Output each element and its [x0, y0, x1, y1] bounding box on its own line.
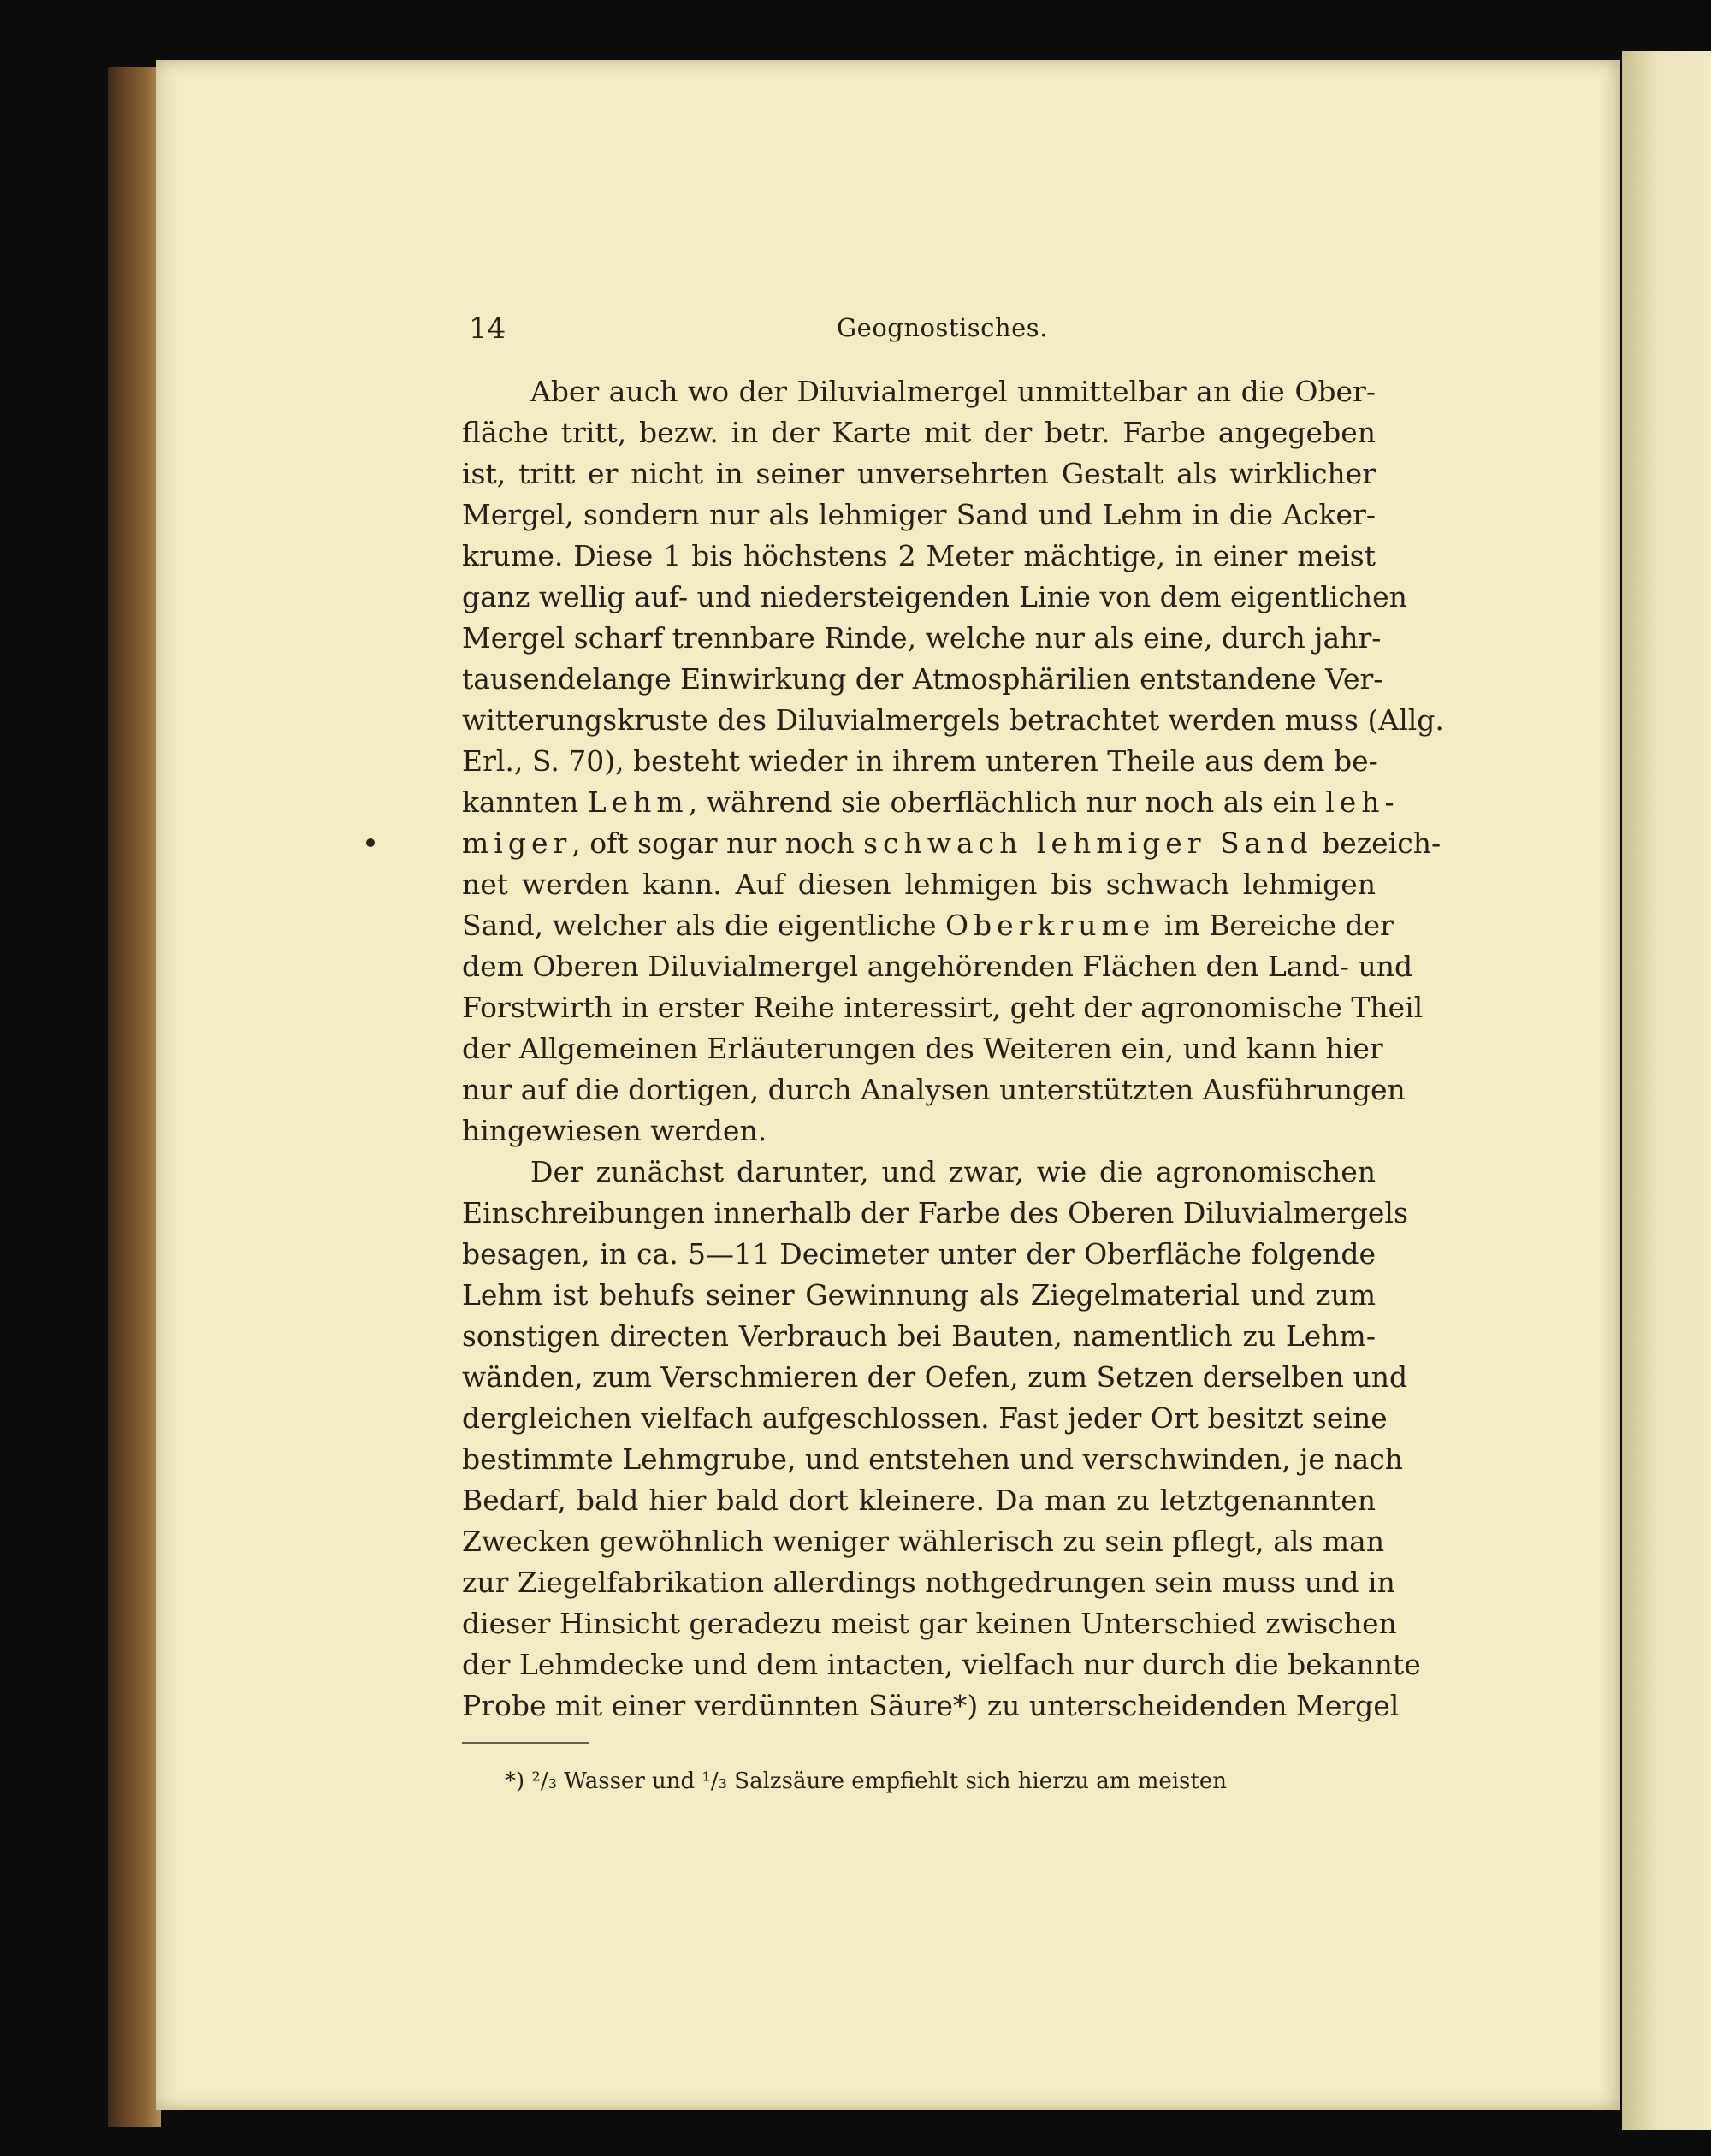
- text-line: witterungskruste des Diluvialmergels betrachtet werden muss (Allg.: [462, 703, 1444, 737]
- text-line: [462, 782, 1400, 823]
- footnote: *) ²/₃ Wasser und ¹/₃ Salzsäure empfiehlt sich hierzu am meisten: [505, 1768, 1227, 1794]
- text-run: bezeich-: [1312, 826, 1442, 860]
- spaced-term: leh-: [1325, 785, 1400, 819]
- text-line: dieser Hinsicht geradezu meist gar keinen Unterschied zwischen: [462, 1607, 1397, 1640]
- text-line: sonstigen directen Verbrauch bei Bauten, namentlich zu Lehm-: [462, 1319, 1376, 1353]
- text-line: dem Oberen Diluvialmergel angehörenden Flächen den Land- und: [462, 950, 1413, 983]
- text-line: dergleichen vielfach aufgeschlossen. Fast jeder Ort besitzt seine: [462, 1401, 1388, 1435]
- text-line: ist, tritt er nicht in seiner unversehrten Gestalt als wirklicher: [462, 457, 1376, 490]
- text-line: der Lehmdecke und dem intacten, vielfach nur durch die bekannte: [462, 1648, 1421, 1681]
- text-line: Der zunächst darunter, und zwar, wie die agronomischen: [530, 1155, 1376, 1188]
- text-run: kannten: [462, 785, 588, 819]
- text-line: zur Ziegelfabrikation allerdings nothgedrungen sein muss und in: [462, 1566, 1395, 1599]
- text-line: bestimmte Lehmgrube, und entstehen und verschwinden, je nach: [462, 1442, 1404, 1476]
- text-line: tausendelange Einwirkung der Atmosphärilien entstandene Ver-: [462, 662, 1383, 696]
- text-line: ganz wellig auf- und niedersteigenden Linie von dem eigentlichen: [462, 580, 1407, 613]
- footnote-rule: [462, 1742, 589, 1744]
- spaced-term: Oberkrume: [944, 909, 1156, 942]
- text-line: Lehm ist behufs seiner Gewinnung als Ziegelmaterial und zum: [462, 1278, 1376, 1312]
- spaced-term: Lehm: [587, 785, 689, 819]
- book-binding-edge: [108, 67, 161, 2127]
- page-number: 14: [469, 311, 506, 346]
- text-line: Aber auch wo der Diluvialmergel unmittelbar an die Ober-: [530, 375, 1376, 408]
- spaced-term: miger: [462, 826, 572, 860]
- text-line: Einschreibungen innerhalb der Farbe des Oberen Diluvialmergels: [462, 1196, 1408, 1229]
- body-text: [462, 371, 1444, 1727]
- text-line: Bedarf, bald hier bald dort kleinere. Da man zu letztgenannten: [462, 1484, 1376, 1517]
- text-run: im Bereiche der: [1155, 909, 1394, 942]
- text-line: Erl., S. 70), besteht wieder in ihrem unteren Theile aus dem be-: [462, 744, 1378, 778]
- page-header: [469, 311, 1376, 346]
- spaced-term: schwach lehmiger Sand: [863, 826, 1313, 860]
- text-line: nur auf die dortigen, durch Analysen unterstützten Ausführungen: [462, 1073, 1406, 1106]
- text-line: Zwecken gewöhnlich weniger wählerisch zu sein pflegt, als man: [462, 1525, 1385, 1558]
- running-head: Geognostisches.: [837, 313, 1048, 342]
- adjacent-page-edge: [1622, 51, 1711, 2130]
- text-line: krume. Diese 1 bis höchstens 2 Meter mächtige, in einer meist: [462, 539, 1376, 572]
- text-line: Mergel, sondern nur als lehmiger Sand und Lehm in die Acker-: [462, 498, 1376, 531]
- text-line: [462, 905, 1394, 946]
- text-line: wänden, zum Verschmieren der Oefen, zum Setzen derselben und: [462, 1360, 1408, 1394]
- text-line: Mergel scharf trennbare Rinde, welche nur als eine, durch jahr-: [462, 621, 1382, 654]
- text-line: besagen, in ca. 5—11 Decimeter unter der Oberfläche folgende: [462, 1237, 1376, 1270]
- text-line: der Allgemeinen Erläuterungen des Weiteren ein, und kann hier: [462, 1032, 1383, 1065]
- text-line: hingewiesen werden.: [462, 1114, 767, 1147]
- text-line: [462, 823, 1442, 864]
- margin-dot-mark: [366, 838, 375, 847]
- text-run: , oft sogar nur noch: [571, 826, 864, 860]
- text-line: fläche tritt, bezw. in der Karte mit der betr. Farbe angegeben: [462, 416, 1376, 449]
- text-run: , während sie oberflächlich nur noch als ein: [688, 785, 1326, 819]
- text-line: Forstwirth in erster Reihe interessirt, geht der agronomische Theil: [462, 991, 1424, 1024]
- text-run: Sand, welcher als die eigentliche: [462, 909, 945, 942]
- text-line: Probe mit einer verdünnten Säure*) zu unterscheidenden Mergel: [462, 1689, 1400, 1722]
- text-line: net werden kann. Auf diesen lehmigen bis schwach lehmigen: [462, 868, 1376, 901]
